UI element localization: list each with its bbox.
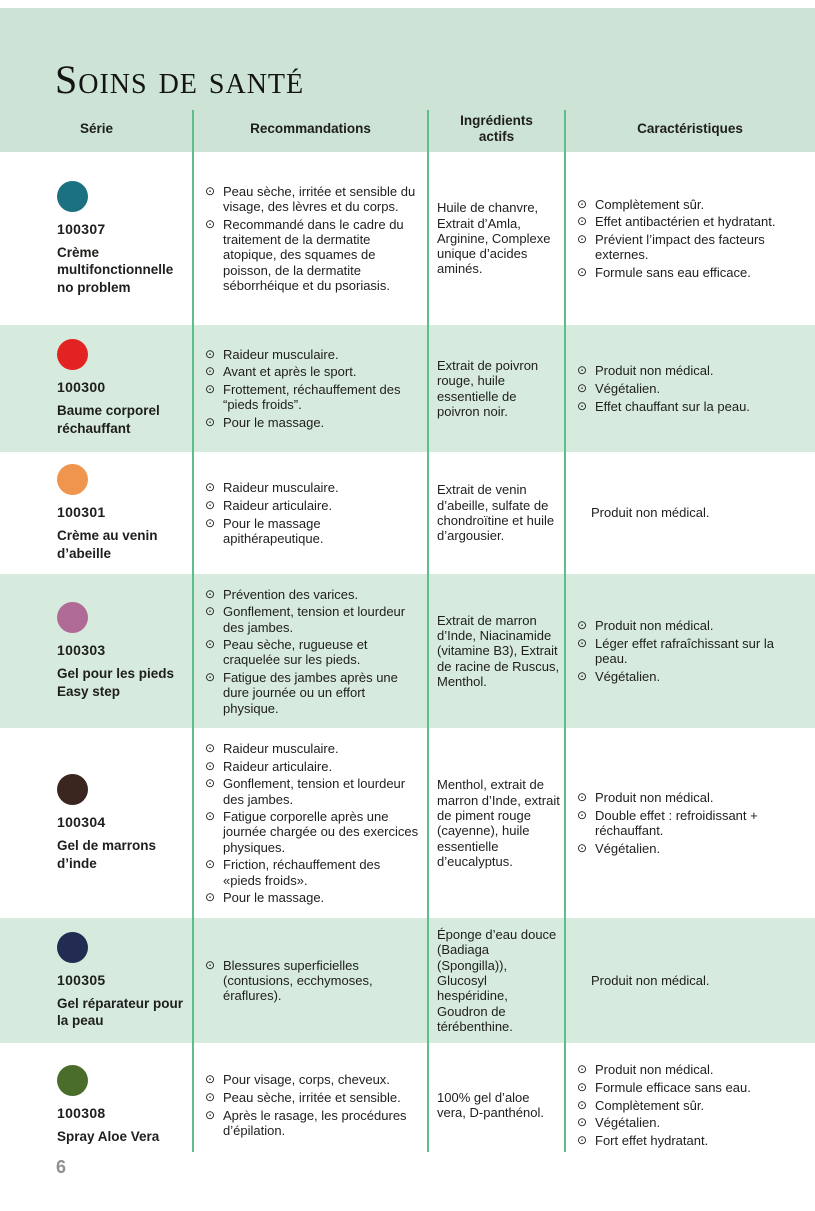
product-code: 100308 xyxy=(57,1104,106,1121)
ingredients-cell xyxy=(428,152,565,325)
recommendation-item xyxy=(205,670,420,716)
characteristics-list xyxy=(577,194,809,283)
page-title: Soins de santé xyxy=(55,57,305,102)
table-row xyxy=(0,152,815,325)
bullet-icon: ⊙ xyxy=(577,214,588,229)
ingredients-cell xyxy=(428,574,565,728)
item-text: Formule sans eau efficace. xyxy=(595,265,751,281)
characteristics-cell xyxy=(565,452,815,574)
characteristics-list xyxy=(577,616,809,687)
column-header-recommandations: Recommandations xyxy=(250,121,371,137)
item-text: Complètement sûr. xyxy=(595,1097,705,1113)
ingredients-cell xyxy=(428,918,565,1043)
item-text: Complètement sûr. xyxy=(595,196,705,212)
bullet-icon: ⊙ xyxy=(205,776,216,791)
characteristic-item xyxy=(577,363,809,378)
bullet-icon: ⊙ xyxy=(577,635,588,650)
ingredients-text: 100% gel d’aloe vera, D-panthénol. xyxy=(437,1089,544,1121)
recommendations-list xyxy=(205,955,420,1006)
column-divider-line xyxy=(564,110,566,1152)
product-name: Spray Aloe Vera xyxy=(57,1128,160,1144)
bullet-icon: ⊙ xyxy=(577,1079,588,1094)
table-row xyxy=(0,325,815,452)
item-text: Frottement, réchauffement des “pieds froids”. xyxy=(223,382,401,413)
bullet-icon: ⊙ xyxy=(577,790,588,805)
recommendation-item xyxy=(205,857,420,887)
characteristic-item xyxy=(577,265,809,280)
characteristics-list xyxy=(577,1060,809,1151)
product-name: Gel pour les pieds Easy step xyxy=(57,666,175,699)
bullet-icon: ⊙ xyxy=(577,196,588,211)
item-text: Recommandé dans le cadre du traitement de la dermatite atopique, des squames de poisson, de la dermatite séborrhéique et du psoriasis. xyxy=(223,216,404,293)
item-text: Fort effet hydratant. xyxy=(595,1133,709,1149)
bullet-icon: ⊙ xyxy=(577,398,588,413)
recommendations-cell xyxy=(193,918,428,1043)
characteristics-list xyxy=(577,788,809,859)
recommendations-list xyxy=(205,738,420,908)
recommendation-item xyxy=(205,1090,420,1105)
bullet-icon: ⊙ xyxy=(205,382,216,397)
recommendation-item xyxy=(205,364,420,379)
product-name: Gel de marrons d’inde xyxy=(57,838,157,871)
item-text: Produit non médical. xyxy=(595,363,714,379)
recommendation-item xyxy=(205,637,420,667)
product-color-dot-icon xyxy=(57,1065,88,1096)
item-text: Gonflement, tension et lourdeur des jambes. xyxy=(223,604,406,635)
product-color-dot-icon xyxy=(57,932,88,963)
item-text: Fatigue des jambes après une dure journée ou un effort physique. xyxy=(223,670,398,716)
characteristic-item xyxy=(591,973,809,988)
product-name: Crème au venin d’abeille xyxy=(57,528,158,561)
characteristic-item xyxy=(577,1133,809,1148)
item-text: Double effet : refroidissant + réchauffant. xyxy=(595,808,758,839)
bullet-icon: ⊙ xyxy=(205,415,216,430)
item-text: Peau sèche, irritée et sensible. xyxy=(223,1090,401,1106)
bullet-icon: ⊙ xyxy=(205,890,216,905)
recommendation-item xyxy=(205,1108,420,1138)
item-text: Végétalien. xyxy=(595,380,661,396)
product-color-dot-icon xyxy=(57,602,88,633)
bullet-icon: ⊙ xyxy=(205,670,216,685)
recommendations-cell xyxy=(193,1043,428,1167)
item-text: Gonflement, tension et lourdeur des jambes. xyxy=(223,776,406,807)
item-text: Pour visage, corps, cheveux. xyxy=(223,1072,390,1088)
ingredients-cell xyxy=(428,728,565,918)
item-text: Effet chauffant sur la peau. xyxy=(595,398,750,414)
recommendation-item xyxy=(205,184,420,214)
characteristic-item xyxy=(577,197,809,212)
bullet-icon: ⊙ xyxy=(205,740,216,755)
characteristic-item xyxy=(577,232,809,262)
characteristic-item xyxy=(577,399,809,414)
item-text: Raideur articulaire. xyxy=(223,758,333,774)
table-row xyxy=(0,452,815,574)
bullet-icon: ⊙ xyxy=(205,1072,216,1087)
serie-cell xyxy=(0,918,193,1043)
column-divider-line xyxy=(192,110,194,1152)
table-body xyxy=(0,152,815,1167)
table-row xyxy=(0,574,815,728)
recommendations-list xyxy=(205,1070,420,1141)
item-text: Pour le massage apithérapeutique. xyxy=(223,515,324,546)
product-color-dot-icon xyxy=(57,464,88,495)
item-text: Raideur musculaire. xyxy=(223,740,339,756)
table-row xyxy=(0,728,815,918)
characteristics-cell xyxy=(565,728,815,918)
item-text: Blessures superficielles (contusions, ecchymoses, éraflures). xyxy=(223,957,373,1004)
bullet-icon: ⊙ xyxy=(577,1133,588,1148)
column-header-caracteristiques: Caractéristiques xyxy=(637,121,743,137)
table-row xyxy=(0,918,815,1043)
bullet-icon: ⊙ xyxy=(205,604,216,619)
bullet-icon: ⊙ xyxy=(577,1097,588,1112)
bullet-icon: ⊙ xyxy=(205,957,216,972)
recommendations-cell xyxy=(193,325,428,452)
item-text: Après le rasage, les procédures d’épilation. xyxy=(223,1107,407,1138)
characteristics-list xyxy=(577,971,809,991)
bullet-icon: ⊙ xyxy=(577,363,588,378)
characteristics-cell xyxy=(565,325,815,452)
characteristic-item xyxy=(577,1098,809,1113)
bullet-icon: ⊙ xyxy=(205,637,216,652)
recommendation-item xyxy=(205,382,420,412)
recommendations-list xyxy=(205,182,420,296)
bullet-icon: ⊙ xyxy=(577,618,588,633)
bullet-icon: ⊙ xyxy=(577,668,588,683)
recommendation-item xyxy=(205,776,420,806)
bullet-icon: ⊙ xyxy=(577,232,588,247)
bullet-icon: ⊙ xyxy=(205,586,216,601)
item-text: Produit non médical. xyxy=(595,790,714,806)
recommendations-list xyxy=(205,478,420,549)
ingredients-text: Extrait de venin d’abeille, sulfate de chondroïtine et huile d’argousier. xyxy=(437,482,555,544)
item-text: Prévient l’impact des facteurs externes. xyxy=(595,232,765,263)
bullet-icon: ⊙ xyxy=(205,184,216,199)
bullet-icon: ⊙ xyxy=(205,480,216,495)
product-code: 100300 xyxy=(57,379,106,396)
recommendations-cell xyxy=(193,452,428,574)
product-name: Crème multifonctionnelle no problem xyxy=(57,244,174,295)
item-text: Pour le massage. xyxy=(223,890,325,906)
bullet-icon: ⊙ xyxy=(577,840,588,855)
characteristic-item xyxy=(577,808,809,838)
recommendations-list xyxy=(205,344,420,433)
bullet-icon: ⊙ xyxy=(205,809,216,824)
characteristic-item xyxy=(577,636,809,666)
item-text: Fatigue corporelle après une journée chargée ou des exercices physiques. xyxy=(223,809,419,855)
item-text: Léger effet rafraîchissant sur la peau. xyxy=(595,635,774,667)
characteristic-item xyxy=(577,669,809,684)
ingredients-text: Menthol, extrait de marron d’Inde, extrait de piment rouge (cayenne), huile essentielle d’eucalyptus. xyxy=(437,777,560,869)
item-text: Avant et après le sport. xyxy=(223,364,357,380)
column-header-serie: Série xyxy=(79,121,114,137)
recommendation-item xyxy=(205,890,420,905)
characteristics-list xyxy=(577,361,809,417)
serie-cell xyxy=(0,728,193,918)
column-header-ingredients-actifs: Ingrédients actifs xyxy=(460,113,533,144)
recommendation-item xyxy=(205,1072,420,1087)
recommendations-cell xyxy=(193,728,428,918)
recommendation-item xyxy=(205,587,420,602)
item-text: Raideur musculaire. xyxy=(223,346,339,362)
ingredients-text: Huile de chanvre, Extrait d’Amla, Arginine, Complexe unique d’acides aminés. xyxy=(437,200,551,277)
column-divider-line xyxy=(427,110,429,1152)
bullet-icon: ⊙ xyxy=(205,1090,216,1105)
serie-cell xyxy=(0,325,193,452)
characteristic-item xyxy=(577,381,809,396)
item-text: Pour le massage. xyxy=(223,415,325,431)
product-code: 100301 xyxy=(57,504,106,520)
characteristic-item xyxy=(577,841,809,856)
item-text: Végétalien. xyxy=(595,668,661,684)
characteristics-cell xyxy=(565,574,815,728)
table-row xyxy=(0,1043,815,1167)
recommendation-item xyxy=(205,415,420,430)
product-code: 100307 xyxy=(57,220,106,237)
bullet-icon: ⊙ xyxy=(577,1062,588,1077)
ingredients-cell xyxy=(428,1043,565,1167)
bullet-icon: ⊙ xyxy=(205,758,216,773)
recommendation-item xyxy=(205,958,420,1004)
product-code: 100305 xyxy=(57,971,106,988)
characteristics-cell xyxy=(565,918,815,1043)
item-text: Prévention des varices. xyxy=(223,586,359,602)
recommendation-item xyxy=(205,347,420,362)
recommendations-list xyxy=(205,584,420,718)
characteristic-item xyxy=(577,790,809,805)
product-code: 100304 xyxy=(57,814,106,831)
serie-cell xyxy=(0,1043,193,1167)
item-text: Friction, réchauffement des «pieds froids». xyxy=(223,857,381,888)
item-text: Formule efficace sans eau. xyxy=(595,1079,751,1095)
item-text: Produit non médical. xyxy=(591,505,710,521)
recommendation-item xyxy=(205,516,420,546)
product-color-dot-icon xyxy=(57,774,88,805)
bullet-icon: ⊙ xyxy=(205,346,216,361)
item-text: Effet antibactérien et hydratant. xyxy=(595,214,776,230)
product-name: Baume corporel réchauffant xyxy=(57,403,160,436)
item-text: Raideur articulaire. xyxy=(223,497,333,513)
product-name: Gel réparateur pour la peau xyxy=(57,995,184,1029)
bullet-icon: ⊙ xyxy=(577,1115,588,1130)
item-text: Produit non médical. xyxy=(591,973,710,989)
bullet-icon: ⊙ xyxy=(205,515,216,530)
serie-cell xyxy=(0,574,193,728)
item-text: Raideur musculaire. xyxy=(223,480,339,496)
item-text: Végétalien. xyxy=(595,840,661,856)
item-text: Végétalien. xyxy=(595,1115,661,1131)
product-color-dot-icon xyxy=(57,181,88,212)
recommendation-item xyxy=(205,759,420,774)
product-color-dot-icon xyxy=(57,339,88,370)
bullet-icon: ⊙ xyxy=(205,364,216,379)
characteristic-item xyxy=(577,1062,809,1077)
recommendations-cell xyxy=(193,574,428,728)
characteristics-list xyxy=(577,503,809,523)
recommendation-item xyxy=(205,217,420,293)
ingredients-cell xyxy=(428,325,565,452)
bullet-icon: ⊙ xyxy=(577,265,588,280)
item-text: Peau sèche, irritée et sensible du visage, des lèvres et du corps. xyxy=(223,184,416,215)
characteristics-cell xyxy=(565,152,815,325)
characteristic-item xyxy=(591,505,809,520)
recommendation-item xyxy=(205,480,420,495)
item-text: Peau sèche, rugueuse et craquelée sur les pieds. xyxy=(223,637,368,668)
recommendation-item xyxy=(205,741,420,756)
page-footer xyxy=(0,1152,815,1211)
recommendation-item xyxy=(205,498,420,513)
bullet-icon: ⊙ xyxy=(205,857,216,872)
table-header-row xyxy=(0,106,815,152)
serie-cell xyxy=(0,152,193,325)
recommendations-cell xyxy=(193,152,428,325)
characteristic-item xyxy=(577,618,809,633)
bullet-icon: ⊙ xyxy=(577,808,588,823)
ingredients-text: Extrait de poivron rouge, huile essentielle de poivron noir. xyxy=(437,357,539,419)
product-code: 100303 xyxy=(57,642,106,659)
ingredients-text: Éponge d’eau douce (Badiaga (Spongilla)), Glucosyl hespéridine, Goudron de térébenthine. xyxy=(437,927,557,1035)
characteristic-item xyxy=(577,214,809,229)
recommendation-item xyxy=(205,604,420,634)
header-band xyxy=(0,8,815,152)
characteristics-cell xyxy=(565,1043,815,1167)
characteristic-item xyxy=(577,1080,809,1095)
characteristic-item xyxy=(577,1115,809,1130)
bullet-icon: ⊙ xyxy=(577,380,588,395)
page-number: 6 xyxy=(56,1157,67,1177)
bullet-icon: ⊙ xyxy=(205,1107,216,1122)
recommendation-item xyxy=(205,809,420,855)
item-text: Produit non médical. xyxy=(595,1062,714,1078)
ingredients-cell xyxy=(428,452,565,574)
ingredients-text: Extrait de marron d’Inde, Niacinamide (vitamine B3), Extrait de racine de Ruscus, Menthol. xyxy=(437,612,560,690)
item-text: Produit non médical. xyxy=(595,618,714,634)
serie-cell xyxy=(0,452,193,574)
bullet-icon: ⊙ xyxy=(205,497,216,512)
bullet-icon: ⊙ xyxy=(205,216,216,231)
